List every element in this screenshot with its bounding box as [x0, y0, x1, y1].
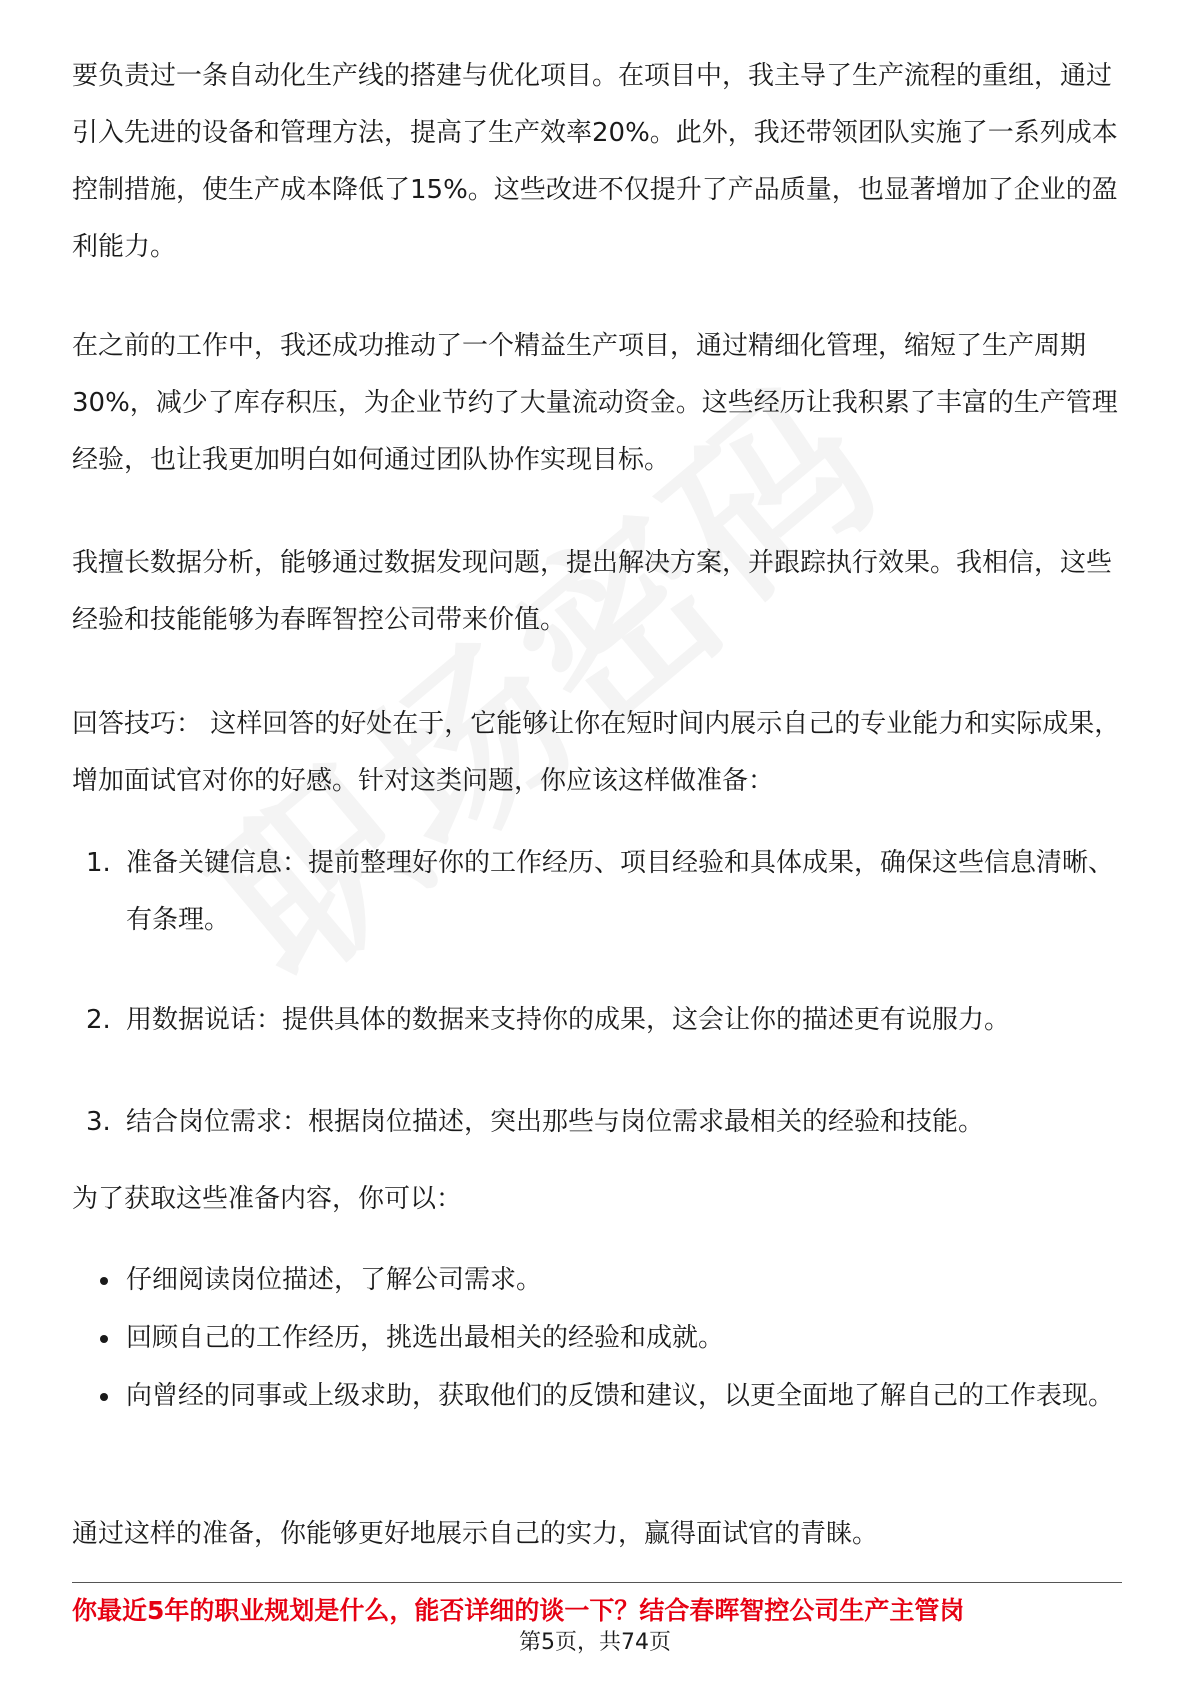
paragraph-conclusion: 通过这样的准备，你能够更好地展示自己的实力，赢得面试官的青睐。: [72, 1519, 879, 1549]
list-item-text: 结合岗位需求：根据岗位描述，突出那些与岗位需求最相关的经验和技能。: [126, 1107, 985, 1137]
ordered-list-item: [72, 992, 1122, 1049]
ordered-list-item: [72, 835, 1122, 949]
next-question-heading: 你最近5年的职业规划是什么，能否详细的谈一下？结合春晖智控公司生产主管岗: [72, 1596, 965, 1625]
bullet-list-item: [72, 1368, 1122, 1425]
list-item-text: 用数据说话：提供具体的数据来支持你的成果，这会让你的描述更有说服力。: [126, 1005, 1011, 1035]
bullet-icon: [100, 1335, 108, 1343]
ordered-list-item: [72, 1094, 1122, 1151]
paragraph-answer-tips: 回答技巧： 这样回答的好处在于，它能够让你在短时间内展示自己的专业能力和实际成果，增加面试官对你的好感。针对这类问题，你应该这样做准备：: [72, 709, 1121, 796]
page-number: 第5页，共74页: [519, 1630, 671, 1655]
paragraph-lean-project: 在之前的工作中，我还成功推动了一个精益生产项目，通过精细化管理，缩短了生产周期30%，减少了库存积压，为企业节约了大量流动资金。这些经历让我积累了丰富的生产管理经验，也让我更加明白如何通过团队协作实现目标。: [72, 331, 1118, 475]
paragraph-preparation-intro: 为了获取这些准备内容，你可以：: [72, 1184, 463, 1214]
list-item-text: 回顾自己的工作经历，挑选出最相关的经验和成就。: [126, 1323, 725, 1353]
footer-divider: [72, 1582, 1122, 1583]
list-item-text: 向曾经的同事或上级求助，获取他们的反馈和建议，以更全面地了解自己的工作表现。: [126, 1381, 1115, 1411]
list-number: 1.: [86, 848, 111, 878]
bullet-list-item: [72, 1252, 1122, 1309]
paragraph-intro-achievements: 要负责过一条自动化生产线的搭建与优化项目。在项目中，我主导了生产流程的重组，通过引入先进的设备和管理方法，提高了生产效率20%。此外，我还带领团队实施了一系列成本控制措施，使生产成本降低了15%。这些改进不仅提升了产品质量，也显著增加了企业的盈利能力。: [72, 61, 1118, 262]
list-number: 3.: [86, 1107, 111, 1137]
paragraph-data-analysis: 我擅长数据分析，能够通过数据发现问题，提出解决方案，并跟踪执行效果。我相信，这些经验和技能能够为春晖智控公司带来价值。: [72, 548, 1113, 635]
bullet-icon: [100, 1277, 108, 1285]
bullet-icon: [100, 1393, 108, 1401]
bullet-list-item: [72, 1310, 1122, 1367]
list-number: 2.: [86, 1005, 111, 1035]
list-item-text: 准备关键信息：提前整理好你的工作经历、项目经验和具体成果，确保这些信息清晰、有条理。: [126, 848, 1115, 935]
list-item-text: 仔细阅读岗位描述，了解公司需求。: [126, 1265, 543, 1295]
